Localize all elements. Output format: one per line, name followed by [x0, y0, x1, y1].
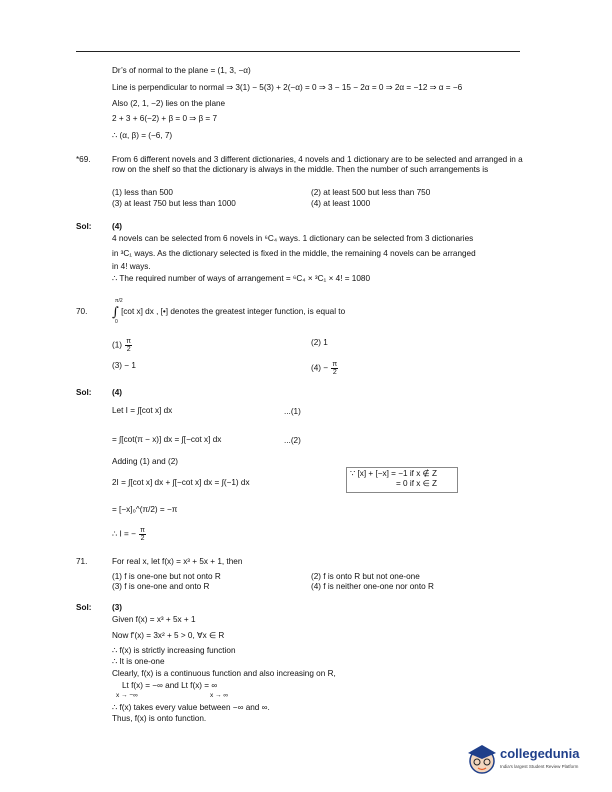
- header-rule: [76, 51, 520, 52]
- q70-sol-line-2: = ∫[cot(π − x)] dx = ∫[−cot x] dx: [112, 435, 222, 444]
- q71-answer: (3): [112, 603, 123, 612]
- question-number-69: *69.: [76, 155, 91, 164]
- q71-limit-sub-2: x → ∞: [210, 692, 228, 699]
- q70-option-4-label: (4) −: [311, 363, 329, 373]
- q70-sol-tag-1: ...(1): [284, 407, 301, 416]
- q71-option-4: (4) f is neither one-one nor onto R: [311, 582, 434, 591]
- frac-den: 2: [332, 369, 337, 376]
- q70-sol-line-6: [112, 527, 147, 542]
- frac-num: π: [140, 527, 145, 534]
- q70-option-4-fraction: [331, 361, 338, 376]
- prev-line-3: Also (2, 1, −2) lies on the plane: [112, 99, 226, 108]
- brand-name: collegedunia: [500, 746, 580, 761]
- q70-option-2: (2) 1: [311, 338, 328, 347]
- q69-sol-line-3: in 4! ways.: [112, 262, 151, 271]
- q71-sol-line-2: Now f′(x) = 3x² + 5 > 0, ∀x ∈ R: [112, 631, 225, 640]
- q71-sol-label: Sol:: [76, 603, 92, 612]
- question-70-stem: [112, 307, 345, 318]
- q70-sol-line-5: = [−x]₀^(π/2) = −π: [112, 505, 178, 514]
- question-number-70: 70.: [76, 307, 88, 316]
- q69-option-2: (2) at least 500 but less than 750: [311, 188, 431, 197]
- q70-sol-line-3: Adding (1) and (2): [112, 457, 178, 466]
- q71-limit-sub-1: x → −∞: [116, 692, 138, 699]
- prev-line-1: Dr’s of normal to the plane = (1, 3, −α): [112, 66, 251, 75]
- q69-answer: (4): [112, 222, 123, 231]
- q69-sol-label: Sol:: [76, 222, 92, 231]
- identity-line-2: = 0 if x ∈ Z: [396, 479, 438, 488]
- q70-option-1-fraction: [125, 338, 132, 353]
- q70-lower-limit: 0: [115, 319, 118, 325]
- frac-den: 2: [140, 535, 145, 542]
- q69-option-3: (3) at least 750 but less than 1000: [112, 199, 236, 208]
- q71-sol-line-4: ∴ It is one-one: [112, 657, 165, 666]
- q69-sol-line-4: ∴ The required number of ways of arrangement = ⁶C₄ × ³C₁ × 4! = 1080: [112, 274, 371, 283]
- q69-option-1: (1) less than 500: [112, 188, 173, 197]
- q70-sol-line-4: 2I = ∫[cot x] dx + ∫[−cot x] dx = ∫(−1) dx: [112, 478, 250, 487]
- brand-tagline: India's largest Student Review Platform: [500, 764, 579, 769]
- question-number-71: 71.: [76, 557, 88, 566]
- q70-option-3: (3) − 1: [112, 361, 136, 370]
- q70-option-1: [112, 338, 133, 353]
- prev-line-5: ∴ (α, β) = (−6, 7): [112, 131, 173, 140]
- q70-sol-label: Sol:: [76, 388, 92, 397]
- frac-num: π: [332, 361, 338, 368]
- q70-sol-tag-2: ...(2): [284, 436, 301, 445]
- q71-option-1: (1) f is one-one but not onto R: [112, 572, 221, 581]
- q71-sol-line-5: Clearly, f(x) is a continuous function and also increasing on R,: [112, 669, 336, 678]
- prev-line-4: 2 + 3 + 6(−2) + β = 0 ⇒ β = 7: [112, 114, 218, 123]
- integral-sign: ∫: [112, 305, 119, 320]
- q69-sol-line-1: 4 novels can be selected from 6 novels in ⁶C₄ ways. 1 dictionary can be selected from 3 dictionaries: [112, 234, 474, 243]
- frac-den: 2: [126, 346, 131, 353]
- q71-sol-line-6: Lt f(x) = −∞ and Lt f(x) = ∞: [122, 681, 218, 690]
- q71-option-2: (2) f is onto R but not one-one: [311, 572, 420, 581]
- q69-option-4: (4) at least 1000: [311, 199, 371, 208]
- q71-sol-line-1: Given f(x) = x³ + 5x + 1: [112, 615, 196, 624]
- q71-sol-line-7: ∴ f(x) takes every value between −∞ and ∞.: [112, 703, 270, 712]
- q69-sol-line-2: in ³C₁ ways. As the dictionary selected is fixed in the middle, the remaining 4 novels can be arranged: [112, 249, 476, 258]
- q71-sol-line-8: Thus, f(x) is onto function.: [112, 714, 207, 723]
- q70-option-4: [311, 361, 339, 376]
- question-71-stem: For real x, let f(x) = x³ + 5x + 1, then: [112, 557, 243, 566]
- q70-sol-line-1: Let I = ∫[cot x] dx: [112, 406, 173, 415]
- q71-option-3: (3) f is one-one and onto R: [112, 582, 210, 591]
- q70-option-1-label: (1): [112, 340, 123, 350]
- identity-box: [346, 467, 458, 493]
- prev-line-2: Line is perpendicular to normal ⇒ 3(1) − 5(3) + 2(−α) = 0 ⇒ 3 − 15 − 2α = 0 ⇒ 2α = −12 ⇒ α = −6: [112, 83, 463, 92]
- q70-result-fraction: [139, 527, 146, 542]
- question-69-stem: From 6 different novels and 3 different dictionaries, 4 novels and 1 dictionary are to be selected and arranged in a row on the shelf so that the dictionary is always in the middle. Then the number of such arrangements is: [112, 155, 523, 174]
- q71-sol-line-3: ∴ f(x) is strictly increasing function: [112, 646, 236, 655]
- q70-answer: (4): [112, 388, 123, 397]
- frac-num: π: [126, 338, 132, 345]
- identity-line-1: ∵ [x] + [−x] = −1 if x ∉ Z: [350, 469, 437, 478]
- q70-upper-limit: π/2: [115, 298, 123, 304]
- q70-result-prefix: ∴ I = −: [112, 529, 136, 539]
- question-70-text: [cot x] dx , [•] denotes the greatest integer function, is equal to: [121, 307, 346, 316]
